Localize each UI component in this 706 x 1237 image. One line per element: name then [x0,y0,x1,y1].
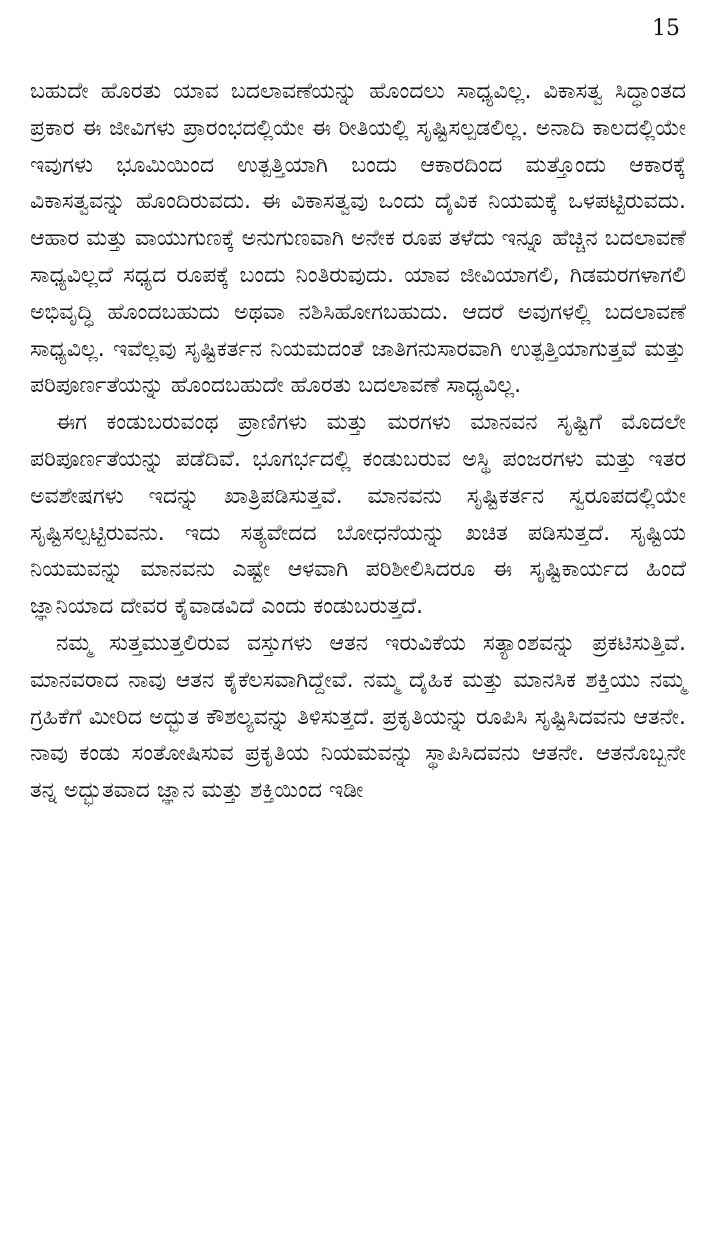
paragraph: ನಮ್ಮ ಸುತ್ತಮುತ್ತಲಿರುವ ವಸ್ತುಗಳು ಆತನ ಇರುವಿಕೆಯ ಸತ್ಯಾಂಶವನ್ನು ಪ್ರಕಟಿಸುತ್ತಿವೆ. ಮಾನವರಾದ ನಾವು ಆತನ ಕೈಕೆಲಸವಾಗಿದ್ದೇವೆ. ನಮ್ಮ ದೈಹಿಕ ಮತ್ತು ಮಾನಸಿಕ ಶಕ್ತಿಯು ನಮ್ಮ ಗ್ರಹಿಕೆಗೆ ಮೀರಿದ ಅದ್ಭುತ ಕೌಶಲ್ಯವನ್ನು ತಿಳಿಸುತ್ತದೆ. ಪ್ರಕೃತಿಯನ್ನು ರೂಪಿಸಿ ಸೃಷ್ಟಿಸಿದವನು ಆತನೇ. ನಾವು ಕಂಡು ಸಂತೋಷಿಸುವ ಪ್ರಕೃತಿಯ ನಿಯಮವನ್ನು ಸ್ಥಾಪಿಸಿದವನು ಆತನೇ. ಆತನೊಬ್ಬನೇ ತನ್ನ ಅದ್ಭುತವಾದ ಜ್ಞಾನ ಮತ್ತು ಶಕ್ತಿಯಿಂದ ಇಡೀ [30,630,686,804]
paragraph: ಬಹುದೇ ಹೊರತು ಯಾವ ಬದಲಾವಣೆಯನ್ನು ಹೊಂದಲು ಸಾಧ್ಯವಿಲ್ಲ. ವಿಕಾಸತ್ವ ಸಿದ್ಧಾಂತದ ಪ್ರಕಾರ ಈ ಜೀವಿಗಳು ಪ್ರಾರಂಭದಲ್ಲಿಯೇ ಈ ರೀತಿಯಲ್ಲಿ ಸೃಷ್ಟಿಸಲ್ಪಡಲಿಲ್ಲ. ಅನಾದಿ ಕಾಲದಲ್ಲಿಯೇ ಇವುಗಳು ಭೂಮಿಯಿಂದ ಉತ್ಪತ್ತಿಯಾಗಿ ಬಂದು ಆಕಾರದಿಂದ ಮತ್ತೊಂದು ಆಕಾರಕ್ಕೆ ವಿಕಾಸತ್ವವನ್ನು ಹೊಂದಿರುವದು. ಈ ವಿಕಾಸತ್ವವು ಒಂದು ದೈವಿಕ ನಿಯಮಕ್ಕೆ ಒಳಪಟ್ಟಿರುವದು. ಆಹಾರ ಮತ್ತು ವಾಯುಗುಣಕ್ಕೆ ಅನುಗುಣವಾಗಿ ಅನೇಕ ರೂಪ ತಳೆದು ಇನ್ನೂ ಹೆಚ್ಚಿನ ಬದಲಾವಣೆ ಸಾಧ್ಯವಿಲ್ಲದೆ ಸಧ್ಯದ ರೂಪಕ್ಕೆ ಬಂದು ನಿಂತಿರುವುದು. ಯಾವ ಜೀವಿಯಾಗಲಿ, ಗಿಡಮರಗಳಾಗಲಿ ಅಭಿವೃದ್ಧಿ ಹೊಂದಬಹುದು ಅಥವಾ ನಶಿಸಿಹೋಗಬಹುದು. ಆದರೆ ಅವುಗಳಲ್ಲಿ ಬದಲಾವಣೆ ಸಾಧ್ಯವಿಲ್ಲ. ಇವೆಲ್ಲವು ಸೃಷ್ಟಿಕರ್ತನ ನಿಯಮದಂತೆ ಜಾತಿಗನುಸಾರವಾಗಿ ಉತ್ಪತ್ತಿಯಾಗುತ್ತವೆ ಮತ್ತು ಪರಿಪೂರ್ಣತೆಯನ್ನು ಹೊಂದಬಹುದೇ ಹೊರತು ಬದಲಾವಣೆ ಸಾಧ್ಯವಿಲ್ಲ. [30,79,686,399]
body-text [30,74,686,810]
paragraph: ಈಗ ಕಂಡುಬರುವಂಥ ಪ್ರಾಣಿಗಳು ಮತ್ತು ಮರಗಳು ಮಾನವನ ಸೃಷ್ಟಿಗೆ ಮೊದಲೇ ಪರಿಪೂರ್ಣತೆಯನ್ನು ಪಡೆದಿವೆ. ಭೂಗರ್ಭದಲ್ಲಿ ಕಂಡುಬರುವ ಅಸ್ಥಿ ಪಂಜರಗಳು ಮತ್ತು ಇತರ ಅವಶೇಷಗಳು ಇದನ್ನು ಖಾತ್ರಿಪಡಿಸುತ್ತವೆ. ಮಾನವನು ಸೃಷ್ಟಿಕರ್ತನ ಸ್ವರೂಪದಲ್ಲಿಯೇ ಸೃಷ್ಟಿಸಲ್ಪಟ್ಟಿರುವನು. ಇದು ಸತ್ಯವೇದದ ಬೋಧನೆಯನ್ನು ಖಚಿತ ಪಡಿಸುತ್ತದೆ. ಸೃಷ್ಟಿಯ ನಿಯಮವನ್ನು ಮಾನವನು ಎಷ್ಟೇ ಆಳವಾಗಿ ಪರಿಶೀಲಿಸಿದರೂ ಈ ಸೃಷ್ಟಿಕಾರ್ಯದ ಹಿಂದೆ ಜ್ಞಾನಿಯಾದ ದೇವರ ಕೈವಾಡವಿದೆ ಎಂದು ಕಂಡುಬರುತ್ತದೆ. [30,410,686,620]
page-number: 15 [652,16,680,41]
